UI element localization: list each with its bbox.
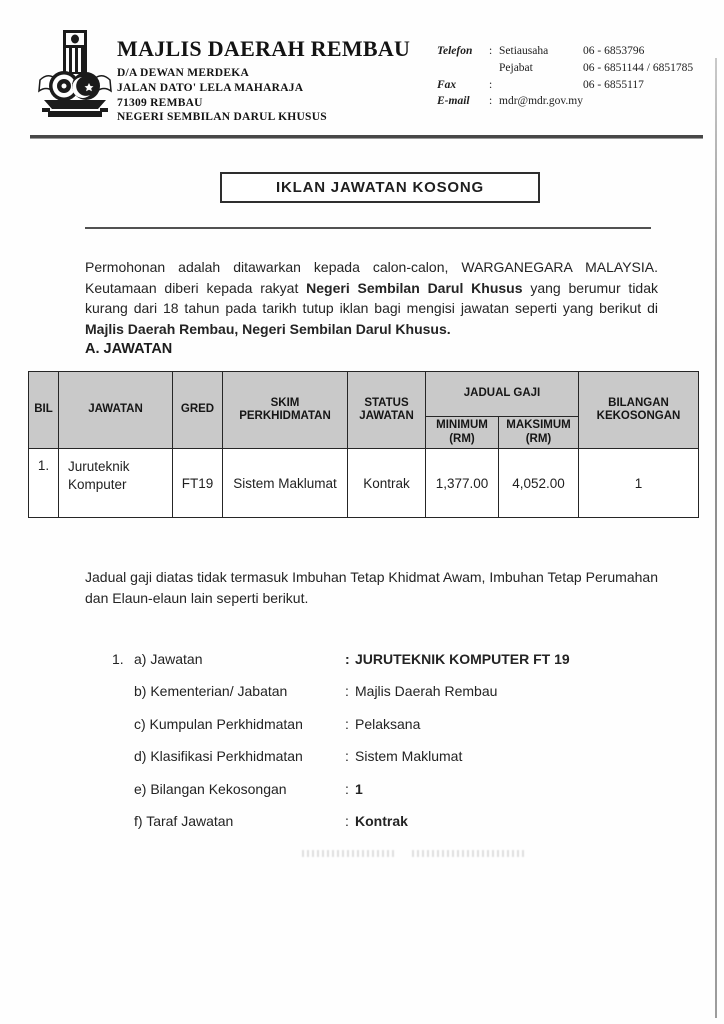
cell-bilangan: 1 — [579, 449, 699, 518]
contact-row-fax — [437, 77, 712, 94]
list-number-spacer — [112, 811, 134, 831]
title-banner: IKLAN JAWATAN KOSONG — [220, 172, 540, 203]
col-header-maksimum: MAKSIMUM (RM) — [499, 417, 579, 449]
detail-label: b) Kementerian/ Jabatan — [134, 683, 288, 700]
cell-status: Kontrak — [348, 449, 426, 518]
letterhead-org-block — [117, 36, 410, 125]
detail-label: a) Jawatan — [134, 651, 203, 667]
contact-sublabel — [499, 77, 583, 94]
col-header-status: STATUS JAWATAN — [348, 372, 426, 449]
intro-text: Permohonan adalah ditawarkan kepada calon-calon, WARGANEGARA MALAYSIA. Keutamaan diberi kepada rakyat — [85, 259, 658, 296]
cell-jawatan: Juruteknik Komputer — [59, 449, 173, 518]
contact-row-pejabat — [437, 60, 712, 77]
contact-label: Fax — [437, 78, 457, 91]
contact-colon — [489, 60, 499, 77]
col-header-bil: BIL — [29, 372, 59, 449]
col-header-gred: GRED — [173, 372, 223, 449]
detail-row-bilangan — [112, 779, 637, 799]
cell-gred: FT19 — [173, 449, 223, 518]
council-crest-icon — [36, 28, 114, 122]
contact-row-telefon — [437, 43, 712, 60]
detail-colon: : — [345, 812, 349, 829]
col-header-jawatan: JAWATAN — [59, 372, 173, 449]
cell-maksimum: 4,052.00 — [499, 449, 579, 518]
vacancy-details-list — [112, 649, 637, 843]
detail-colon: : — [345, 748, 349, 765]
contact-email-value: mdr@mdr.gov.my — [499, 95, 583, 108]
intro-paragraph — [85, 257, 658, 339]
list-number-spacer — [112, 714, 134, 734]
contact-label — [437, 60, 489, 77]
detail-label: f) Taraf Jawatan — [134, 812, 234, 829]
detail-label: d) Klasifikasi Perkhidmatan — [134, 748, 303, 765]
scan-edge-line — [715, 58, 717, 1018]
detail-label: c) Kumpulan Perkhidmatan — [134, 715, 303, 732]
contact-label: E-mail — [437, 95, 470, 108]
detail-row-klasifikasi — [112, 746, 637, 766]
detail-value: Majlis Daerah Rembau — [355, 683, 498, 700]
address-line: NEGERI SEMBILAN DARUL KHUSUS — [117, 111, 327, 124]
col-header-minimum: MINIMUM (RM) — [426, 417, 499, 449]
address-line: 71309 REMBAU — [117, 96, 203, 109]
contact-sublabel: Pejabat — [499, 61, 533, 74]
address-line: JALAN DATO' LELA MAHARAJA — [117, 81, 304, 94]
detail-row-kementerian — [112, 681, 637, 701]
contact-colon: : — [489, 95, 493, 108]
contact-row-email — [437, 93, 712, 110]
letterhead-contact-block — [437, 43, 712, 110]
cell-minimum: 1,377.00 — [426, 449, 499, 518]
detail-colon: : — [345, 683, 349, 700]
col-header-skim: SKIM PERKHIDMATAN — [223, 372, 348, 449]
col-header-jadual-gaji: JADUAL GAJI — [426, 372, 579, 417]
contact-label: Telefon — [437, 45, 473, 57]
contact-value: 06 - 6855117 — [583, 78, 644, 91]
cell-skim: Sistem Maklumat — [223, 449, 348, 518]
contact-value: 06 - 6853796 — [583, 45, 645, 57]
detail-row-jawatan — [112, 649, 637, 669]
intro-text-bold: Majlis Daerah Rembau, Negeri Sembilan Darul Khusus. — [85, 320, 451, 337]
letterhead-divider — [30, 135, 703, 139]
faint-stamp — [302, 849, 526, 858]
org-name: MAJLIS DAERAH REMBAU — [117, 36, 411, 61]
contact-sublabel: Setiausaha — [499, 45, 549, 57]
detail-colon: : — [345, 651, 350, 667]
list-number-spacer — [112, 779, 134, 799]
section-divider — [85, 227, 651, 229]
intro-text: yang berumur tidak kurang dari 18 tahun pada tarikh tutup iklan bagi mengisi jawatan seperti yang berikut di — [85, 279, 659, 317]
list-number-spacer — [112, 746, 134, 766]
contact-colon: : — [489, 45, 493, 57]
table-row — [29, 449, 699, 518]
contact-value — [583, 93, 712, 110]
detail-row-kumpulan — [112, 714, 637, 734]
detail-value: JURUTEKNIK KOMPUTER FT 19 — [355, 651, 570, 667]
contact-value: 06 - 6851144 / 6851785 — [583, 61, 694, 74]
detail-value: Kontrak — [355, 812, 408, 829]
detail-colon: : — [345, 715, 349, 732]
detail-value: 1 — [355, 780, 363, 797]
list-number: 1. — [112, 651, 124, 667]
detail-colon: : — [345, 780, 349, 797]
detail-label: e) Bilangan Kekosongan — [134, 780, 287, 797]
address-line: D/A DEWAN MERDEKA — [117, 67, 250, 79]
section-a-heading: A. JAWATAN — [85, 341, 173, 357]
intro-text-bold: Negeri Sembilan Darul Khusus — [306, 279, 523, 296]
col-header-bilangan: BILANGAN KEKOSONGAN — [579, 372, 699, 449]
detail-value: Sistem Maklumat — [355, 748, 463, 765]
contact-colon: : — [489, 78, 493, 91]
cell-bil: 1. — [29, 449, 59, 518]
detail-row-taraf — [112, 811, 637, 831]
list-number-spacer — [112, 681, 134, 701]
note-paragraph: Jadual gaji diatas tidak termasuk Imbuhan Tetap Khidmat Awam, Imbuhan Tetap Perumahan dan Elaun-elaun lain seperti berikut. — [85, 569, 658, 606]
detail-value: Pelaksana — [355, 715, 421, 732]
vacancy-table — [28, 371, 699, 518]
